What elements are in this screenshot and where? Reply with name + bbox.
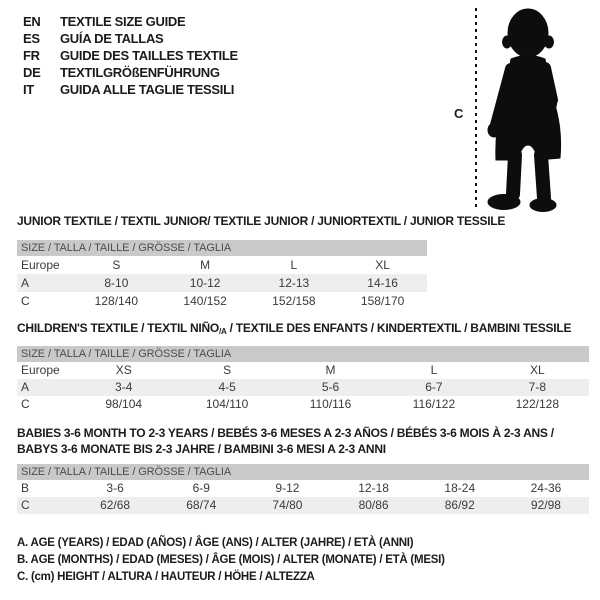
row-label: Europe: [21, 258, 60, 272]
table-cell: 14-16: [367, 276, 398, 290]
table-cell: 98/104: [105, 397, 143, 411]
table-row: [17, 362, 589, 379]
height-measure-dotted-line: [475, 8, 477, 207]
row-label: A: [21, 380, 30, 394]
list-item: [23, 81, 238, 98]
size-header-bar: SIZE / TALLA / TAILLE / GRÖSSE / TAGLIA: [17, 240, 427, 256]
language-code: EN: [23, 14, 41, 29]
row-label: C: [21, 294, 30, 308]
table-cell: 116/122: [412, 397, 456, 411]
list-item: [23, 30, 238, 47]
table-cell: S: [112, 258, 121, 272]
language-code: FR: [23, 48, 40, 63]
table-cell: 158/170: [360, 294, 405, 308]
table-cell: 18-24: [444, 481, 476, 495]
title-subscript: /A: [218, 327, 227, 336]
table-cell: 3-4: [115, 380, 133, 394]
table-cell: 10-12: [189, 276, 221, 290]
babies-size-table: [17, 464, 589, 514]
table-cell: 68/74: [186, 498, 217, 512]
table-cell: L: [290, 258, 298, 272]
table-cell: 104/110: [205, 397, 249, 411]
row-label: C: [21, 397, 30, 411]
table-cell: 12-18: [358, 481, 389, 495]
table-row: [17, 480, 589, 497]
table-cell: 92/98: [530, 498, 561, 512]
table-cell: 24-36: [530, 481, 562, 495]
table-cell: M: [325, 363, 336, 377]
row-label: A: [21, 276, 30, 290]
table-row: [17, 379, 589, 396]
list-item: [23, 13, 238, 30]
language-code: DE: [23, 65, 41, 80]
toddler-silhouette-icon: [487, 5, 598, 212]
table-cell: 4-5: [218, 380, 236, 394]
list-item: [23, 47, 238, 64]
table-cell: 152/158: [272, 294, 316, 308]
babies-section-title: [17, 426, 554, 457]
table-row: [17, 396, 589, 413]
language-title: GUÍA DE TALLAS: [60, 31, 164, 46]
table-cell: XL: [375, 258, 390, 272]
table-cell: 6-7: [425, 380, 443, 394]
table-row: [17, 256, 427, 274]
row-label: Europe: [21, 363, 60, 377]
table-cell: 6-9: [192, 481, 210, 495]
children-size-table: [17, 346, 589, 413]
table-cell: L: [430, 363, 438, 377]
language-code: IT: [23, 82, 34, 97]
table-cell: 7-8: [528, 380, 546, 394]
children-section-title: [17, 321, 571, 336]
table-cell: 74/80: [272, 498, 303, 512]
row-label: C: [21, 498, 30, 512]
row-label: B: [21, 481, 30, 495]
table-cell: 110/116: [309, 397, 352, 411]
language-title: TEXTILGRÖßENFÜHRUNG: [60, 65, 220, 80]
title-line: BABIES 3-6 MONTH TO 2-3 YEARS / BEBÉS 3-6 MESES A 2-3 AÑOS / BÉBÉS 3-6 MOIS À 2-3 ANS /: [17, 426, 554, 440]
table-cell: S: [223, 363, 232, 377]
table-cell: 140/152: [183, 294, 227, 308]
legend-line-c: C. (cm) HEIGHT / ALTURA / HAUTEUR / HÖHE / ALTEZZA: [17, 571, 315, 583]
table-cell: M: [200, 258, 211, 272]
title-line: BABYS 3-6 MONATE BIS 2-3 JAHRE / BAMBINI 3-6 MESI A 2-3 ANNI: [17, 441, 386, 456]
language-title: TEXTILE SIZE GUIDE: [60, 14, 186, 29]
table-row: [17, 292, 427, 310]
language-title-list: [23, 13, 238, 98]
table-cell: 8-10: [104, 276, 129, 290]
height-measure-label: C: [454, 106, 464, 121]
table-cell: XL: [529, 363, 545, 377]
language-code: ES: [23, 31, 40, 46]
measurement-legend: [17, 535, 445, 586]
size-header-bar: SIZE / TALLA / TAILLE / GRÖSSE / TAGLIA: [17, 346, 589, 362]
language-title: GUIDA ALLE TAGLIE TESSILI: [60, 82, 235, 97]
table-cell: 86/92: [444, 498, 475, 512]
table-cell: 9-12: [275, 481, 300, 495]
table-row: [17, 274, 427, 292]
list-item: [23, 64, 238, 81]
legend-line-b: B. AGE (MONTHS) / EDAD (MESES) / ÂGE (MOIS) / ALTER (MONATE) / ETÀ (MESI): [17, 554, 445, 566]
table-cell: 12-13: [278, 276, 310, 290]
title-text: CHILDREN'S TEXTILE / TEXTIL NIÑO: [17, 321, 219, 335]
size-header-bar: SIZE / TALLA / TAILLE / GRÖSSE / TAGLIA: [17, 464, 589, 480]
junior-section-title: JUNIOR TEXTILE / TEXTIL JUNIOR/ TEXTILE JUNIOR / JUNIORTEXTIL / JUNIOR TESSILE: [17, 214, 506, 228]
table-cell: 3-6: [106, 481, 124, 495]
junior-size-table: [17, 240, 427, 310]
table-cell: XS: [115, 363, 132, 377]
table-cell: 80/86: [358, 498, 389, 512]
legend-line-a: A. AGE (YEARS) / EDAD (AÑOS) / ÂGE (ANS) / ALTER (JAHRE) / ETÀ (ANNI): [17, 537, 414, 549]
table-cell: 122/128: [515, 397, 560, 411]
language-title: GUIDE DES TAILLES TEXTILE: [60, 48, 238, 63]
table-cell: 62/68: [100, 498, 131, 512]
title-text: / TEXTILE DES ENFANTS / KINDERTEXTIL / BAMBINI TESSILE: [226, 321, 572, 335]
table-cell: 128/140: [94, 294, 139, 308]
table-row: [17, 497, 589, 514]
table-cell: 5-6: [321, 380, 340, 394]
